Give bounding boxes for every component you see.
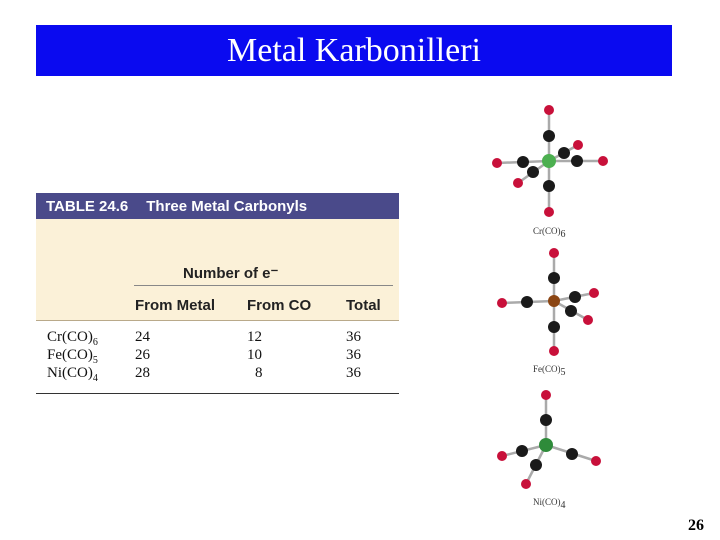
row-total: 36: [346, 365, 361, 381]
row-formula: $Ni(CO)_4$: [47, 365, 98, 384]
row-from-metal: 28: [135, 365, 150, 381]
table-number: TABLE 24.6: [46, 197, 129, 215]
table-caption: [36, 193, 399, 219]
column-header-total: Total: [346, 297, 381, 314]
cr-co6-molecule-image: [485, 100, 615, 228]
metal-carbonyl-table: [36, 193, 399, 394]
row-from-co: 12: [247, 329, 262, 345]
fe-co5-molecule-image: [490, 245, 610, 365]
group-header-rule: [134, 285, 393, 286]
row-formula: $Cr(CO)_6$: [47, 329, 98, 348]
column-header-from-co: From CO: [247, 297, 312, 314]
cr-atom: [542, 154, 556, 168]
table-rows: [36, 320, 399, 394]
row-from-metal: 26: [135, 347, 150, 363]
row-total: 36: [346, 329, 361, 345]
ni-co4-molecule-image: [490, 385, 610, 500]
slide-title: Metal Karbonilleri: [227, 31, 481, 69]
ni-atom: [539, 438, 553, 452]
row-from-co: 10: [247, 347, 262, 363]
group-header: Number of e⁻: [183, 265, 279, 282]
row-total: 36: [346, 347, 361, 363]
row-from-co: 8: [255, 365, 263, 381]
row-from-metal: 24: [135, 329, 150, 345]
ni-co4-label: $Ni(CO)_4$: [533, 497, 566, 511]
table-name: Three Metal Carbonyls: [146, 197, 308, 215]
column-header-from-metal: From Metal: [135, 297, 216, 314]
slide-title-bar: [36, 25, 672, 76]
table-header-area: [36, 219, 399, 320]
fe-atom: [548, 295, 560, 307]
fe-co5-label: $Fe(CO)_5$: [533, 364, 566, 378]
row-formula: $Fe(CO)_5$: [47, 347, 98, 366]
cr-co6-label: $Cr(CO)_6$: [533, 226, 566, 240]
page-number: 26: [688, 517, 704, 534]
